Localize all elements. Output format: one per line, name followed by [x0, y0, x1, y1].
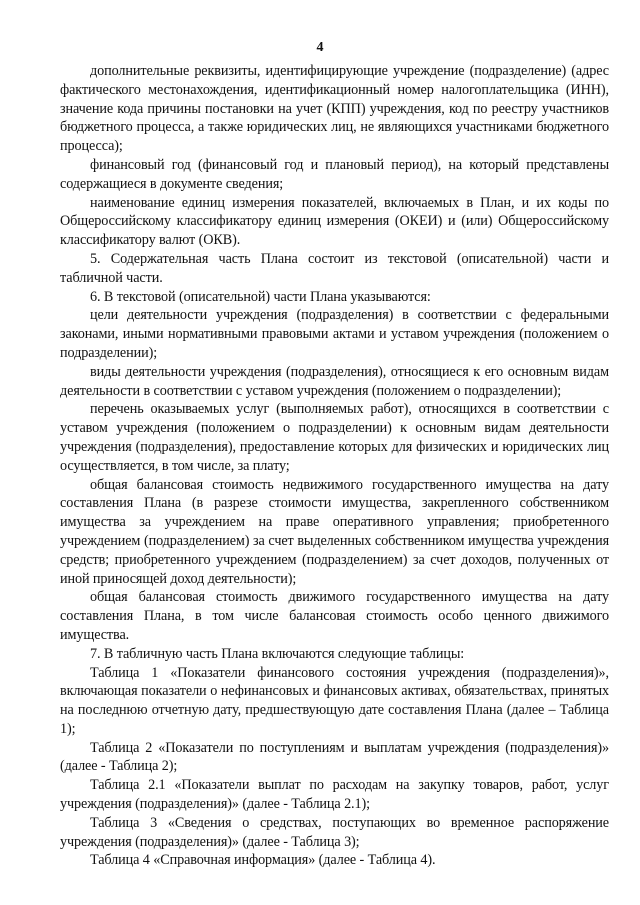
paragraph-table-1: Таблица 1 «Показатели финансового состояния учреждения (подразделения)», включающая показатели о нефинансовых и финансовых активах, обязательствах, принятых на последнюю отчетную дату, предшествующую дате составления Плана (далее – Таблица 1); [60, 664, 609, 737]
paragraph-clause-7: 7. В табличную часть Плана включаются следующие таблицы: [90, 645, 465, 662]
document-body [60, 62, 609, 870]
page-number: 4 [316, 40, 324, 55]
paragraph-clause-5: 5. Содержательная часть Плана состоит из текстовой (описательной) части и табличной части. [60, 250, 609, 286]
paragraph-table-2-1: Таблица 2.1 «Показатели выплат по расходам на закупку товаров, работ, услуг учреждения (подразделения)» (далее - Таблица 2.1); [60, 777, 609, 813]
paragraph-movable-property-value: общая балансовая стоимость движимого государственного имущества на дату составления Плана, в том числе балансовая стоимость особо ценного движимого имущества. [60, 589, 609, 643]
paragraph-table-2: Таблица 2 «Показатели по поступлениям и выплатам учреждения (подразделения)» (далее - Таблица 2); [60, 739, 609, 775]
paragraph-table-4: Таблица 4 «Справочная информация» (далее - Таблица 4). [90, 852, 436, 869]
paragraph-units: наименование единиц измерения показателей, включаемых в План, и их коды по Общероссийскому классификатору единиц измерения (ОКЕИ) и (или) Общероссийскому классификатору валют (ОКВ). [60, 194, 609, 249]
paragraph-goals: цели деятельности учреждения (подразделения) в соответствии с федеральными законами, иными нормативными правовыми актами и уставом учреждения (положением о подразделении); [60, 307, 609, 361]
paragraph-table-3: Таблица 3 «Сведения о средствах, поступающих во временное распоряжение учреждения (подразделения)» (далее - Таблица 3); [60, 814, 609, 850]
paragraph-services: перечень оказываемых услуг (выполняемых работ), относящихся в соответствии с уставом учреждения (положением о подразделении) к основным видам деятельности учреждения (подразделения), предоставление которых для физических и юридических лиц осуществляется, в том числе, за плату; [60, 401, 609, 474]
paragraph-activities: виды деятельности учреждения (подразделения), относящиеся к его основным видам деятельности в соответствии с уставом учреждения (положением о подразделении); [60, 363, 609, 399]
paragraph-financial-year: финансовый год (финансовый год и плановый период), на который представлены содержащиеся в документе сведения; [60, 156, 609, 192]
paragraph-clause-6: 6. В текстовой (описательной) части Плана указываются: [90, 288, 431, 305]
paragraph-real-estate-value: общая балансовая стоимость недвижимого государственного имущества на дату составления Плана (в разрезе стоимости имущества, закрепленного собственником имущества за учреждением на праве оперативного управления; приобретенного учреждением (подразделением) за счет выделенных собственником имущества учреждения средств; приобретенного учреждением (подразделением) за счет доходов, полученных от иной приносящей доход деятельности); [60, 476, 609, 587]
paragraph-requisites: дополнительные реквизиты, идентифицирующие учреждение (подразделение) (адрес фактического местонахождения, идентификационный номер налогоплательщика (ИНН), значение кода причины постановки на учет (КПП) учреждения, код по реестру участников бюджетного процесса, а также юридических лиц, не являющихся участниками бюджетного процесса); [60, 63, 609, 155]
